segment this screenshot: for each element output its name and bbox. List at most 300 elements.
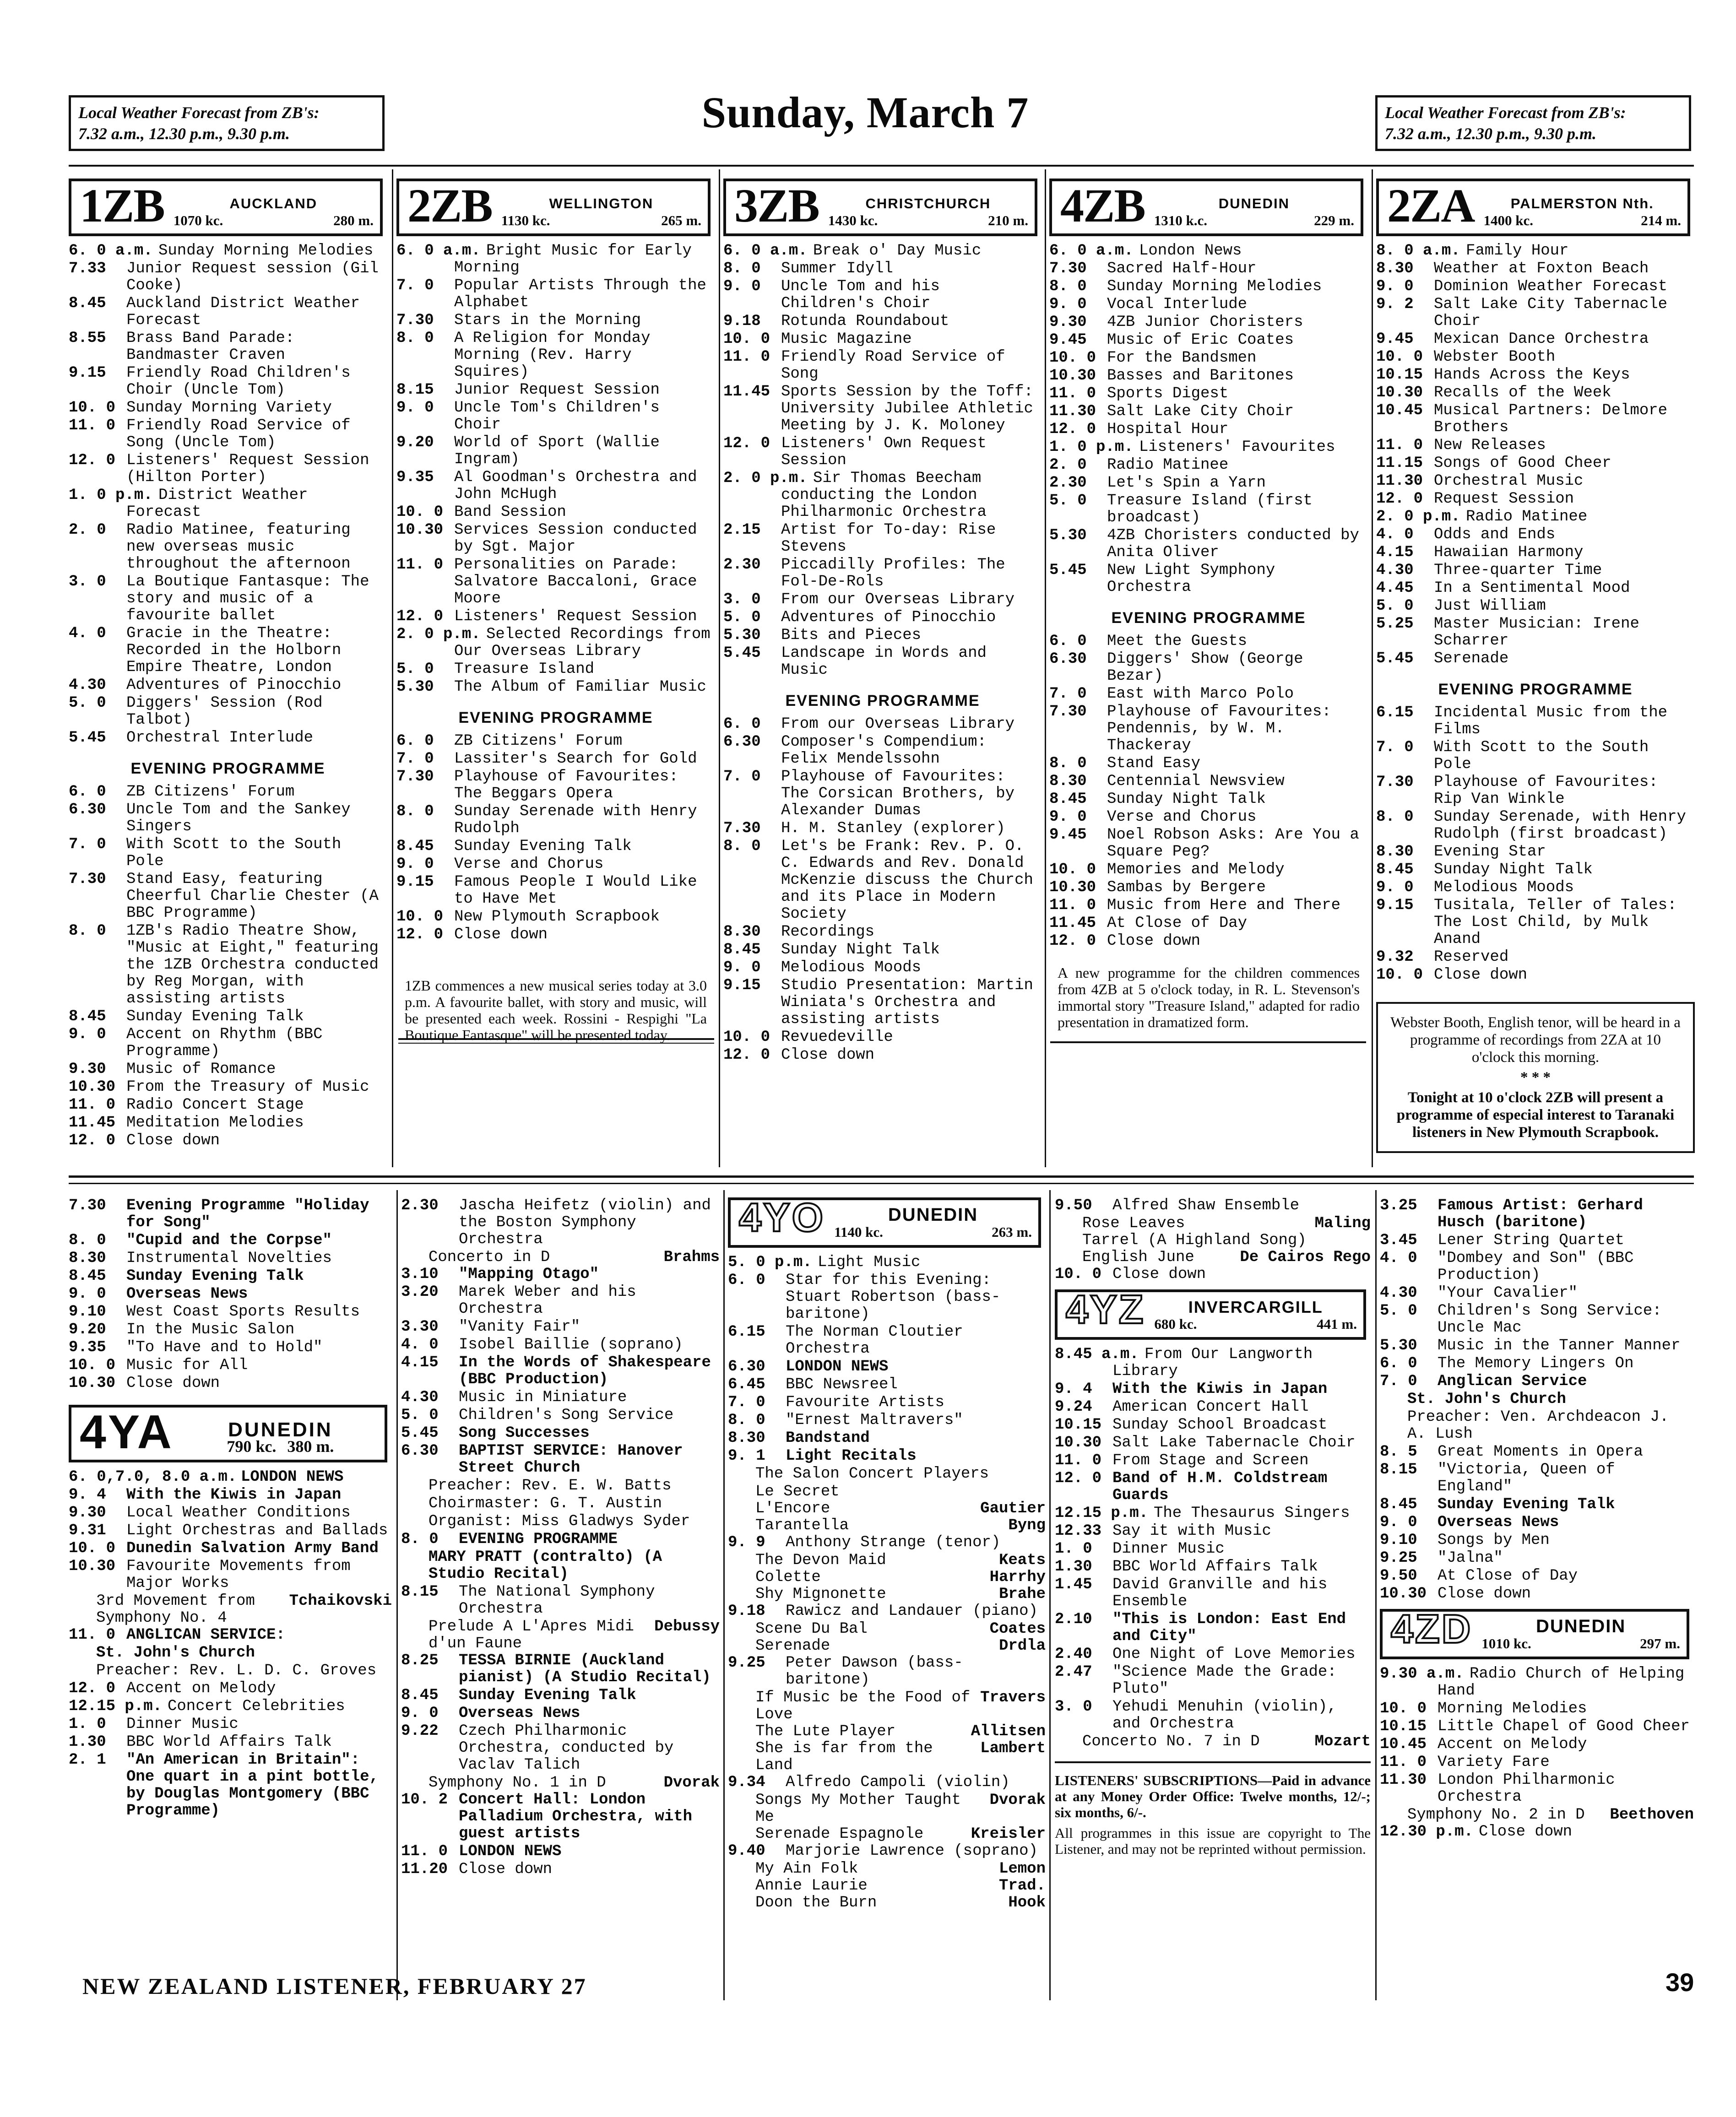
programme-time: 10. 2 xyxy=(401,1791,448,1808)
programme-time: 6.30 xyxy=(728,1358,765,1375)
programme-item xyxy=(1376,544,1695,561)
programme-title: Overseas News xyxy=(126,1285,248,1303)
programme-time: 7. 0 xyxy=(1376,739,1414,756)
programme-title: ZB Citizens' Forum xyxy=(454,732,623,750)
programme-time: 10. 0 xyxy=(1380,1700,1427,1717)
programme-item xyxy=(1376,331,1695,348)
programme-time: 11.20 xyxy=(401,1861,448,1878)
programme-title: At Close of Day xyxy=(1438,1567,1578,1585)
programme-item xyxy=(69,1357,392,1374)
programme-time: 9.50 xyxy=(1380,1567,1417,1585)
programme-item xyxy=(723,349,1042,383)
programme-time: 10.30 xyxy=(1049,879,1096,896)
programme-time: 5. 0 xyxy=(1380,1302,1417,1320)
programme-subitem xyxy=(728,1586,1046,1603)
programme-list xyxy=(1055,1197,1371,1283)
programme-item xyxy=(69,625,387,676)
work-title: Serenade xyxy=(755,1637,830,1655)
programme-item xyxy=(1380,1373,1694,1390)
programme-item xyxy=(1380,1409,1694,1443)
programme-item xyxy=(728,1412,1046,1429)
station-header-4yo xyxy=(728,1197,1041,1248)
evening-programme-heading: EVENING PROGRAMME xyxy=(785,692,980,709)
programme-time: 9. 0 xyxy=(396,855,434,873)
programme-title: Accent on Rhythm (BBC Programme) xyxy=(126,1026,323,1060)
programme-item xyxy=(396,909,715,926)
programme-item xyxy=(1380,1568,1694,1585)
work-title: Concerto in D xyxy=(429,1249,550,1266)
programme-item xyxy=(1376,526,1695,543)
work-title: Serenade Espagnole xyxy=(755,1825,924,1843)
programme-item xyxy=(1055,1266,1371,1283)
programme-title: "Vanity Fair" xyxy=(459,1318,580,1336)
programme-item xyxy=(1380,1550,1694,1567)
programme-item xyxy=(1055,1197,1371,1214)
station-frequency: 1070 kc. xyxy=(173,212,223,228)
programme-title: Dunedin Salvation Army Band xyxy=(126,1540,379,1557)
programme-title: Brass Band Parade: Bandmaster Craven xyxy=(126,330,295,364)
programme-item xyxy=(1376,861,1695,878)
station-column-2za xyxy=(1376,179,1695,1153)
programme-item xyxy=(396,926,715,943)
programme-title: Close down xyxy=(126,1132,220,1149)
programme-title: New Releases xyxy=(1434,437,1546,454)
programme-item xyxy=(1376,967,1695,984)
station-city: WELLINGTON xyxy=(549,195,654,211)
programme-title: H. M. Stanley (explorer) xyxy=(781,820,1005,837)
programme-title: Music for All xyxy=(126,1357,248,1374)
programme-time: 8. 0 xyxy=(69,922,106,940)
programme-subitem xyxy=(401,1775,720,1792)
programme-title: The National Symphony Orchestra xyxy=(459,1583,655,1618)
programme-title: Let's be Frank: Rev. P. O. C. Edwards and Rev. Donald McKenzie discuss the Church and its Place in Modern Society xyxy=(781,838,1033,923)
programme-title: LONDON NEWS xyxy=(786,1358,889,1375)
programme-title: Marjorie Lawrence (soprano) xyxy=(786,1842,1038,1860)
programme-title: Overseas News xyxy=(459,1705,580,1722)
programme-time: 1.30 xyxy=(1055,1558,1092,1576)
programme-time: 4.30 xyxy=(69,677,106,694)
programme-item xyxy=(1376,879,1695,896)
programme-title: Song Successes xyxy=(459,1424,590,1442)
programme-item xyxy=(69,836,387,870)
programme-title: District Weather Forecast xyxy=(126,487,308,521)
composer-name: Kreisler xyxy=(971,1825,1046,1843)
programme-item xyxy=(401,1389,720,1406)
programme-item xyxy=(728,1394,1046,1411)
programme-item xyxy=(1380,1391,1694,1408)
station-call-sign: 3ZB xyxy=(734,179,819,232)
programme-title: Favourite Movements from Major Works xyxy=(126,1558,351,1592)
programme-title: Uncle Tom's Children's Choir xyxy=(454,399,660,433)
composer-name: Harrhy xyxy=(989,1569,1046,1586)
programme-title: Family Hour xyxy=(1466,242,1569,260)
programme-item xyxy=(1380,1462,1694,1495)
programme-list xyxy=(69,243,387,747)
programme-title: Hawaiian Harmony xyxy=(1434,544,1584,561)
programme-title: The Album of Familiar Music xyxy=(454,678,706,696)
programme-time: 6. 0 a.m. xyxy=(723,242,808,260)
programme-title: David Granville and his Ensemble xyxy=(1112,1576,1328,1610)
programme-time: 6.15 xyxy=(728,1323,765,1341)
column-rule xyxy=(1045,169,1046,1167)
programme-item xyxy=(1380,1532,1694,1549)
programme-time: 4.15 xyxy=(1376,544,1414,561)
programme-item xyxy=(69,1250,392,1267)
programme-title: 4ZB Junior Choristers xyxy=(1107,314,1303,331)
programme-item xyxy=(1376,809,1695,843)
station-call-sign: 4YZ xyxy=(1066,1287,1145,1332)
programme-item xyxy=(728,1359,1046,1375)
programme-item xyxy=(723,838,1042,923)
programme-time: 6.30 xyxy=(1049,650,1087,668)
weather-title: Local Weather Forecast from ZB's: xyxy=(78,103,320,122)
programme-time: 5. 0 p.m. xyxy=(728,1254,812,1271)
programme-time: 2.10 xyxy=(1055,1611,1092,1628)
programme-title: Music from Here and There xyxy=(1107,897,1341,914)
programme-title: Radio Matinee, featuring new overseas music throughout the afternoon xyxy=(126,521,351,573)
programme-time: 8. 0 xyxy=(396,803,434,820)
programme-time: 11.45 xyxy=(723,383,770,401)
programme-time: 9. 0 xyxy=(1049,296,1087,313)
programme-time: 6.30 xyxy=(723,733,761,751)
programme-title: Playhouse of Favourites: The Beggars Opera xyxy=(454,768,678,802)
programme-time: 5.45 xyxy=(723,644,761,662)
programme-title: Reserved xyxy=(1434,948,1509,966)
programme-time: 11. 0 xyxy=(1049,385,1096,402)
bottom-column-2 xyxy=(401,1197,720,1879)
programme-time: 4.30 xyxy=(1380,1284,1417,1302)
programme-title: Recordings xyxy=(781,923,875,941)
programme-title: With the Kiwis in Japan xyxy=(1112,1381,1328,1398)
programme-title: Revuedeville xyxy=(781,1029,893,1046)
programme-list xyxy=(401,1197,720,1878)
programme-title: Songs by Men xyxy=(1438,1532,1550,1549)
programme-item xyxy=(69,1304,392,1321)
programme-item xyxy=(69,1268,392,1285)
programme-time: 8.45 xyxy=(1376,861,1414,878)
programme-title: Dinner Music xyxy=(1112,1540,1225,1558)
programme-item xyxy=(1376,844,1695,861)
programme-item xyxy=(728,1466,1046,1483)
programme-subitem xyxy=(728,1569,1046,1586)
programme-title: Weather at Foxton Beach xyxy=(1434,260,1649,277)
programme-item xyxy=(69,1734,392,1751)
programme-item xyxy=(69,522,387,573)
programme-title: Accent on Melody xyxy=(1438,1736,1587,1753)
programme-time: 11.30 xyxy=(1380,1771,1427,1789)
programme-time: 1.45 xyxy=(1055,1576,1092,1593)
station-call-sign: 4ZB xyxy=(1060,179,1145,232)
programme-list xyxy=(723,243,1042,679)
programme-item xyxy=(69,1079,387,1096)
programme-time: 8.15 xyxy=(1380,1461,1417,1478)
work-title: She is far from the Land xyxy=(755,1740,933,1774)
programme-title: Peter Dawson (bass-baritone) xyxy=(786,1654,963,1689)
programme-title: Radio Concert Stage xyxy=(126,1096,304,1114)
programme-item xyxy=(1376,349,1695,366)
programme-item xyxy=(396,838,715,855)
programme-item xyxy=(723,734,1042,768)
composer-name: Beethoven xyxy=(1610,1806,1694,1824)
programme-title: Mexican Dance Orchestra xyxy=(1434,330,1649,348)
programme-title: Morning Melodies xyxy=(1438,1700,1587,1717)
programme-item xyxy=(723,627,1042,644)
programme-time: 3.25 xyxy=(1380,1197,1417,1214)
programme-title: Salt Lake City Choir xyxy=(1107,403,1294,420)
programme-time: 4.45 xyxy=(1376,579,1414,597)
programme-title: Diggers' Show (George Bezar) xyxy=(1107,650,1303,685)
programme-item xyxy=(396,608,715,625)
station-call-sign: 1ZB xyxy=(80,179,164,232)
programme-title: A Religion for Monday Morning (Rev. Harry Squires) xyxy=(454,330,651,381)
programme-item xyxy=(728,1655,1046,1689)
programme-time: 11.30 xyxy=(1376,472,1423,490)
column-rule xyxy=(719,169,720,1167)
programme-time: 6. 0 a.m. xyxy=(1049,242,1134,260)
programme-time: 8.45 xyxy=(396,838,434,855)
programme-title: Friendly Road Children's Choir (Uncle Tom) xyxy=(126,364,351,399)
programme-item xyxy=(69,1197,392,1231)
programme-time: 10. 0 xyxy=(723,1029,770,1046)
programme-item xyxy=(396,312,715,329)
programme-time: 9.10 xyxy=(1380,1532,1417,1549)
announcement-box xyxy=(1376,1002,1695,1153)
programme-time: 9.32 xyxy=(1376,948,1414,966)
programme-time: 8. 0 xyxy=(1049,755,1087,772)
composer-name: Keats xyxy=(998,1552,1046,1569)
programme-time: 10.30 xyxy=(69,1078,116,1096)
programme-title: Overseas News xyxy=(1438,1514,1559,1531)
station-frequency: 1140 kc. xyxy=(834,1224,883,1240)
programme-title: Anthony Strange (tenor) xyxy=(786,1534,1001,1551)
programme-item xyxy=(401,1792,720,1842)
programme-title: Auckland District Weather Forecast xyxy=(126,295,360,329)
programme-title: From Stage and Screen xyxy=(1112,1452,1309,1469)
programme-item xyxy=(1376,437,1695,454)
programme-item xyxy=(396,679,715,696)
programme-item xyxy=(723,959,1042,976)
programme-title: Master Musician: Irene Scharrer xyxy=(1434,615,1639,650)
programme-item xyxy=(723,645,1042,679)
programme-title: Instrumental Novelties xyxy=(126,1250,332,1267)
programme-item xyxy=(723,820,1042,837)
work-title: If Music be the Food of Love xyxy=(755,1689,971,1723)
programme-item xyxy=(396,277,715,311)
work-title: Annie Laurie xyxy=(755,1877,868,1895)
programme-title: Selected Recordings from Our Overseas Library xyxy=(454,626,711,660)
evening-programme-list xyxy=(396,733,715,943)
programme-title: Sunday Serenade, with Henry Rudolph (first broadcast) xyxy=(1434,808,1686,843)
mid-rule-2 xyxy=(69,1183,1694,1184)
programme-item xyxy=(69,923,387,1007)
programme-time: 6. 0,7.0, 8.0 a.m. xyxy=(69,1468,237,1486)
programme-title: LONDON NEWS xyxy=(459,1843,562,1860)
programme-title: From the Treasury of Music xyxy=(126,1078,369,1096)
programme-title: "Cupid and the Corpse" xyxy=(126,1232,332,1249)
weather-forecast-box-left xyxy=(69,95,385,151)
programme-item xyxy=(69,452,387,486)
programme-item xyxy=(723,924,1042,941)
programme-title: With the Kiwis in Japan xyxy=(126,1486,342,1504)
programme-title: Music Magazine xyxy=(781,330,912,348)
station-frequency: 680 kc. xyxy=(1154,1316,1197,1332)
programme-time: 9.15 xyxy=(723,977,761,994)
programme-time: 12. 0 xyxy=(396,608,444,625)
programme-title: Gracie in the Theatre: Recorded in the Holborn Empire Theatre, London xyxy=(126,625,342,676)
programme-title: Artist for To-day: Rise Stevens xyxy=(781,521,996,556)
programme-item xyxy=(1376,509,1695,525)
programme-item xyxy=(728,1324,1046,1358)
programme-time: 6. 0 xyxy=(396,732,434,750)
programme-item xyxy=(1055,1699,1371,1733)
programme-title: Hospital Hour xyxy=(1107,421,1229,438)
programme-title: From our Overseas Library xyxy=(781,715,1015,733)
programme-subitem xyxy=(728,1861,1046,1878)
programme-time: 5.25 xyxy=(1376,615,1414,633)
programme-item xyxy=(1380,1232,1694,1249)
programme-item xyxy=(401,1425,720,1442)
programme-time: 7. 0 xyxy=(396,277,434,294)
programme-time: 8. 0 xyxy=(396,330,434,347)
programme-item xyxy=(396,382,715,399)
composer-name: Brahe xyxy=(998,1586,1046,1603)
programme-item xyxy=(69,1115,387,1132)
programme-time: 8.45 xyxy=(723,941,761,958)
programme-time: 8.30 xyxy=(1376,843,1414,861)
programme-time: 5.30 xyxy=(396,678,434,696)
programme-time: 9.34 xyxy=(728,1774,765,1791)
station-frequency: 1400 kc. xyxy=(1483,212,1533,228)
programme-item xyxy=(1049,933,1368,950)
programme-item xyxy=(1380,1754,1694,1771)
programme-item xyxy=(1055,1381,1371,1398)
programme-title: Dinner Music xyxy=(126,1716,239,1733)
programme-item xyxy=(1380,1496,1694,1513)
programme-subitem xyxy=(728,1484,1046,1500)
programme-title: Music in the Tanner Manner xyxy=(1438,1337,1681,1354)
work-title: Shy Mignonette xyxy=(755,1586,886,1603)
programme-item xyxy=(1376,491,1695,508)
announcement-separator: * * * xyxy=(1520,1069,1551,1086)
programme-time: 11.45 xyxy=(69,1114,116,1132)
programme-item xyxy=(401,1337,720,1354)
programme-time: 9.24 xyxy=(1055,1398,1092,1416)
programme-title: Children's Song Service: Uncle Mac xyxy=(1438,1302,1662,1337)
programme-title: "Your Cavalier" xyxy=(1438,1284,1578,1302)
programme-time: 7. 0 xyxy=(728,1394,765,1411)
programme-title: Children's Song Service xyxy=(459,1407,674,1424)
programme-title: Rawicz and Landauer (piano) xyxy=(786,1603,1038,1620)
programme-item xyxy=(1055,1559,1371,1576)
programme-title: Preacher: Rev. E. W. Batts xyxy=(429,1477,672,1494)
station-frequency: 790 kc. xyxy=(227,1437,277,1456)
programme-item xyxy=(401,1843,720,1860)
programme-item xyxy=(401,1531,720,1548)
programme-time: 9.45 xyxy=(1049,331,1087,349)
programme-time: 4. 0 xyxy=(401,1336,439,1354)
station-call-sign: 4YA xyxy=(80,1406,174,1459)
station-frequency: 1310 k.c. xyxy=(1154,212,1207,228)
programme-item xyxy=(396,330,715,381)
programme-time: 8. 0 xyxy=(723,838,761,855)
programme-item xyxy=(723,1029,1042,1046)
programme-title: Czech Philharmonic Orchestra, conducted by Vaclav Talich xyxy=(459,1722,674,1774)
programme-time: 12. 0 xyxy=(69,1680,116,1697)
station-header-4yz xyxy=(1055,1289,1366,1340)
programme-time: 10. 0 xyxy=(1376,966,1423,984)
programme-time: 9. 0 xyxy=(69,1026,106,1043)
programme-time: 10. 0 xyxy=(1049,861,1096,878)
programme-time: 11.45 xyxy=(1049,915,1096,932)
station-column-2zb xyxy=(396,179,715,1053)
programme-item xyxy=(1049,791,1368,808)
programme-title: Adventures of Pinocchio xyxy=(126,677,342,694)
mid-rule xyxy=(69,1175,1694,1178)
column-rule xyxy=(1050,1041,1366,1043)
programme-time: 9.50 xyxy=(1055,1197,1092,1214)
composer-name: Trad. xyxy=(998,1877,1046,1895)
programme-time: 11. 0 xyxy=(1055,1452,1102,1469)
programme-item xyxy=(69,1026,387,1060)
programme-time: 9.10 xyxy=(69,1303,106,1321)
programme-time: 1.30 xyxy=(69,1733,106,1751)
programme-time: 12.15 p.m. xyxy=(1055,1505,1149,1522)
programme-time: 8.45 xyxy=(69,1008,106,1025)
programme-item xyxy=(1380,1824,1694,1841)
programme-time: 7. 0 xyxy=(1380,1373,1417,1390)
programme-time: 11. 0 xyxy=(723,348,770,366)
programme-item xyxy=(723,313,1042,330)
programme-title: Noel Robson Asks: Are You a Square Peg? xyxy=(1107,826,1359,861)
programme-time: 12.33 xyxy=(1055,1522,1102,1540)
programme-title: Sunday School Broadcast xyxy=(1112,1416,1328,1434)
composer-name: Lemon xyxy=(998,1860,1046,1878)
programme-subitem xyxy=(728,1500,1046,1517)
programme-time: 10. 0 xyxy=(723,330,770,348)
weather-times: 7.32 a.m., 12.30 p.m., 9.30 p.m. xyxy=(78,125,290,143)
programme-title: The Norman Cloutier Orchestra xyxy=(786,1323,963,1358)
programme-title: Anglican Service xyxy=(1438,1373,1587,1390)
programme-item xyxy=(1376,580,1695,597)
programme-item xyxy=(723,942,1042,958)
announcement-text: Webster Booth, English tenor, will be heard in a programme of recordings from 2ZA at 10 o'clock this morning. xyxy=(1390,1014,1681,1066)
programme-list xyxy=(396,243,715,696)
programme-item xyxy=(723,522,1042,556)
column-rule xyxy=(396,1190,398,2000)
programme-time: 5. 0 xyxy=(396,661,434,678)
composer-name: Tchaikovski xyxy=(289,1592,392,1610)
programme-item xyxy=(69,1680,392,1697)
programme-item xyxy=(1049,633,1368,650)
programme-time: 9. 0 xyxy=(723,959,761,976)
programme-item xyxy=(1055,1611,1371,1645)
programme-title: Summer Idyll xyxy=(781,260,893,277)
programme-item xyxy=(401,1284,720,1318)
programme-time: 12. 0 xyxy=(69,452,116,469)
programme-title: Popular Artists Through the Alphabet xyxy=(454,277,706,311)
programme-title: Sunday Evening Talk xyxy=(459,1687,636,1704)
station-call-sign: 2ZB xyxy=(407,179,492,232)
programme-title: Sunday Evening Talk xyxy=(126,1008,304,1025)
programme-time: 9. 1 xyxy=(728,1447,765,1465)
top-rule xyxy=(69,165,1694,167)
programme-item xyxy=(396,469,715,503)
programme-item xyxy=(69,1097,387,1114)
programme-title: Friendly Road Service of Song (Uncle Tom) xyxy=(126,417,351,451)
programme-title: EVENING PROGRAMME xyxy=(459,1531,618,1548)
programme-item xyxy=(69,1522,392,1539)
programme-item xyxy=(401,1652,720,1686)
